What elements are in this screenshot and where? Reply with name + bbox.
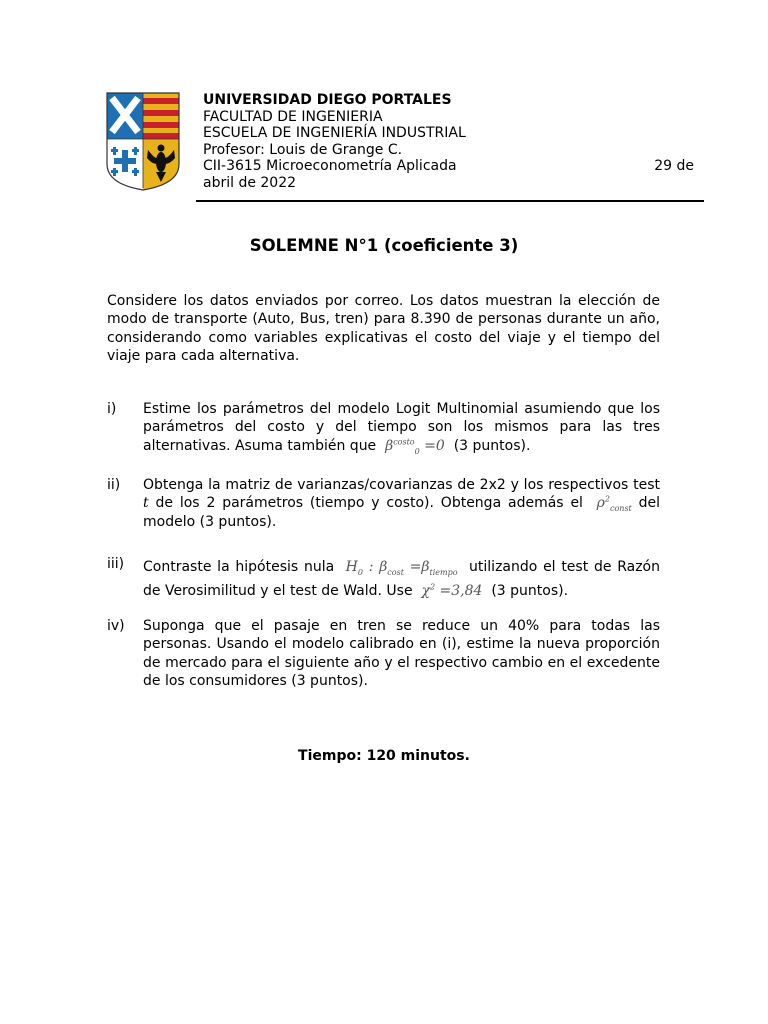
question-body — [143, 400, 660, 455]
document-header — [203, 92, 698, 191]
date-part2: abril de 2022 — [203, 174, 297, 191]
question-text: Estime los parámetros del modelo Logit Multinomial asumiendo que los parámetros del costo y del tiempo son los mismos para las tres alternativas. Asuma también que — [143, 401, 660, 454]
beta-costo-formula: $\beta^{costo}_0 =0$ — [380, 436, 450, 456]
question-3 — [107, 555, 660, 603]
header-divider — [196, 200, 704, 202]
question-body — [143, 476, 660, 531]
question-body — [143, 555, 660, 603]
question-2 — [107, 476, 660, 531]
question-number: i) — [107, 401, 117, 417]
question-number: iii) — [107, 556, 125, 572]
school-name: ESCUELA DE INGENIERÍA INDUSTRIAL — [203, 125, 466, 141]
null-hypothesis-formula: $H_0$ : $\beta_{cost} =\beta_{tiempo}$ — [339, 559, 458, 577]
question-points: (3 puntos). — [491, 583, 569, 599]
question-4 — [107, 617, 660, 690]
date-part1: 29 de — [654, 158, 694, 174]
question-points: (3 puntos). — [453, 437, 531, 454]
question-points: del modelo (3 puntos). — [143, 495, 661, 530]
exam-title: SOLEMNE N°1 (coeficiente 3) — [249, 236, 519, 255]
question-number: ii) — [107, 477, 121, 493]
question-text: Obtenga la matriz de varianzas/covarianzas de 2x2 y los respectivos test — [143, 477, 660, 493]
professor-name: Profesor: Louis de Grange C. — [203, 141, 403, 158]
question-1 — [107, 400, 660, 455]
question-text-2: utilizando el test de Razón de Verosimilitud y el test de Wald. Use — [143, 559, 660, 599]
course-name: CII-3615 Microeconometría Aplicada — [203, 158, 457, 174]
rho-squared-formula: $\rho^2_{const}$ — [589, 494, 632, 514]
university-name: UNIVERSIDAD DIEGO PORTALES — [203, 92, 452, 108]
chi-squared-formula: $\chi^2 =3,84$ — [417, 582, 487, 599]
t-symbol: t — [143, 495, 149, 512]
exam-time: Tiempo: 120 minutos. — [298, 748, 470, 764]
question-body: Suponga que el pasaje en tren se reduce un 40% para todas las personas. Usando el modelo calibrado en (i), estime la nueva proporción de mercado para el siguiente año y el respectivo cambio en el excedente de los consumidores (3 puntos). — [143, 618, 660, 689]
question-text: Contraste la hipótesis nula — [143, 559, 335, 575]
question-text-2: de los 2 parámetros (tiempo y costo). Obtenga además el — [155, 495, 583, 512]
faculty-name: FACULTAD DE INGENIERIA — [203, 108, 383, 125]
question-number: iv) — [107, 618, 125, 634]
intro-paragraph: Considere los datos enviados por correo. Los datos muestran la elección de modo de transporte (Auto, Bus, tren) para 8.390 de personas durante un año, considerando como variables explicativas el costo del viaje y el tiempo del viaje para cada alternativa. — [107, 293, 660, 364]
university-shield-logo — [106, 92, 180, 192]
course-row — [203, 158, 698, 175]
